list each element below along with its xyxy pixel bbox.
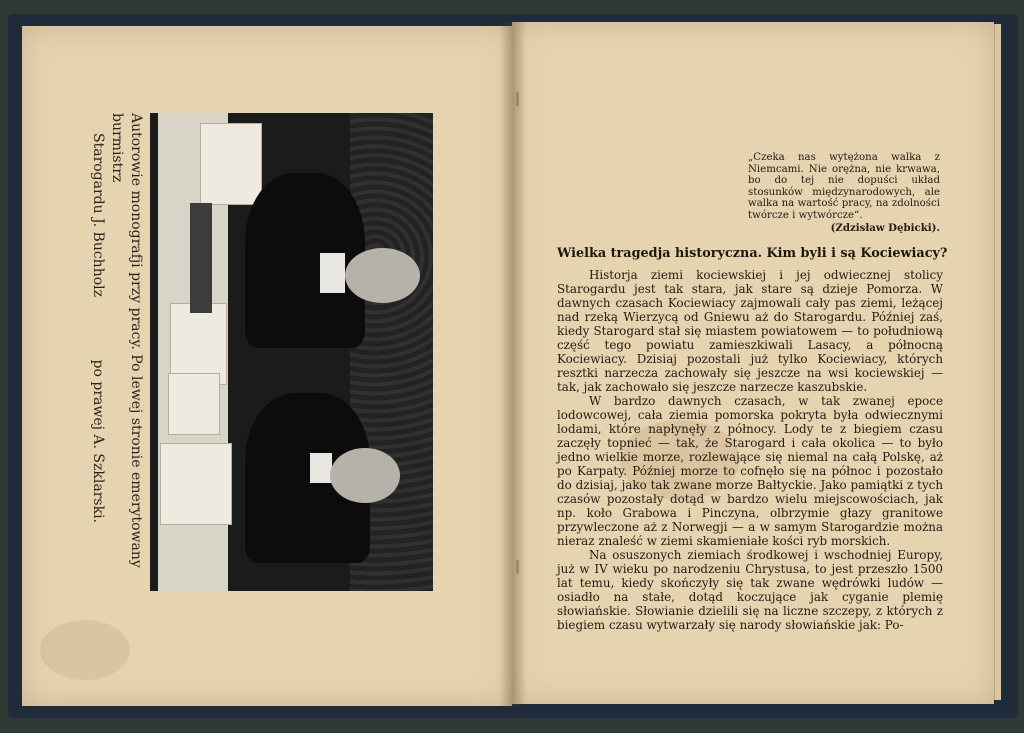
photo-object	[190, 203, 212, 313]
photo-papers	[200, 123, 262, 205]
photo-shirt	[310, 453, 332, 483]
paragraph: Historja ziemi kociewskiej i jej odwiecznej stolicy Starogardu jest tak stara, jak stare są dzieje Pomorza. W dawnych czasach Kociewiacy zajmowali cały pas ziemi, leżącej nad rzeką Wierzycą od Gniewu aż do Starogardu. Później zaś, kiedy Starogard stał się miastem powiatowem — to południową część tego powiatu zamieszkiwali Lasacy, a północną Kociewiacy. Dzisiaj pozostali już tylko Kociewiacy, których resztki narzecza zachowały się jeszcze na wsi kociewskiej — tak, jak zachowało się jeszcze narzecze kaszubskie.	[557, 268, 943, 394]
photo-shirt	[320, 253, 345, 293]
photo-papers	[160, 443, 232, 525]
book-gutter	[500, 22, 526, 706]
epigraph-author: (Zdzisław Dębicki).	[830, 221, 940, 234]
staple	[516, 92, 519, 106]
paper-stain	[40, 620, 130, 680]
epigraph	[748, 152, 940, 234]
caption-line-2-left: Starogardu J. Buchholz	[90, 133, 106, 298]
photo-man-left	[245, 173, 365, 348]
epigraph-quote: „Czeka nas wytężona walka z Niemcami. Nie orężna, nie krwawa, bo do tej nie dopuści układ stosunków międzynarodowych, ale walka na wartość pracy, na zdolności twórcze i wytwórcze“.	[748, 152, 940, 221]
paragraph: Na osuszonych ziemiach środkowej i wschodniej Europy, już w IV wieku po narodzeniu Chrystusa, to jest przeszło 1500 lat temu, kiedy skończyły się tak zwane wędrówki ludów — osiadło na stałe, dotąd koczujące jak cyganie plemię słowiańskie. Słowianie dzielili się na liczne szczepy, z których z biegiem czasu wytwarzały się narody słowiańskie jak: Po-	[557, 548, 943, 632]
chapter-body	[557, 268, 943, 632]
page-edges	[994, 24, 1001, 700]
photo-papers	[168, 373, 220, 435]
staple	[516, 560, 519, 574]
caption-line-1: Autorowie monografji przy pracy. Po lewej stronie emerytowany burmistrz	[109, 113, 144, 568]
authors-photograph	[150, 113, 433, 591]
photo-face	[330, 448, 400, 503]
photo-face	[345, 248, 420, 303]
paragraph: W bardzo dawnych czasach, w tak zwanej epoce lodowcowej, cała ziemia pomorska pokryta była odwiecznymi lodami, które napłynęły z północy. Lody te z biegiem czasu zaczęły topnieć — tak, że Starogard i cała okolica — to było jedno wielkie morze, rozlewające się niemal na całą Polskę, aż po Karpaty. Później morze to cofnęło się na północ i pozostało do dzisiaj, jako tak zwane morze Bałtyckie. Jako pamiątki z tych czasów pozostały dotąd w bardzo wielu miejscowościach, jak np. koło Grabowa i Pinczyna, olbrzymie głazy granitowe przywleczone aż z Norwegji — a w samym Starogardzie można nieraz znaleść w ziemi skamieniałe kości ryb morskich.	[557, 394, 943, 548]
caption-line-2-right: po prawej A. Szklarski.	[90, 359, 106, 523]
caption-line-2	[88, 113, 107, 593]
chapter-heading: Wielka tragedja historyczna. Kim byli i są Kociewiacy?	[557, 246, 948, 261]
photo-caption	[90, 113, 145, 593]
